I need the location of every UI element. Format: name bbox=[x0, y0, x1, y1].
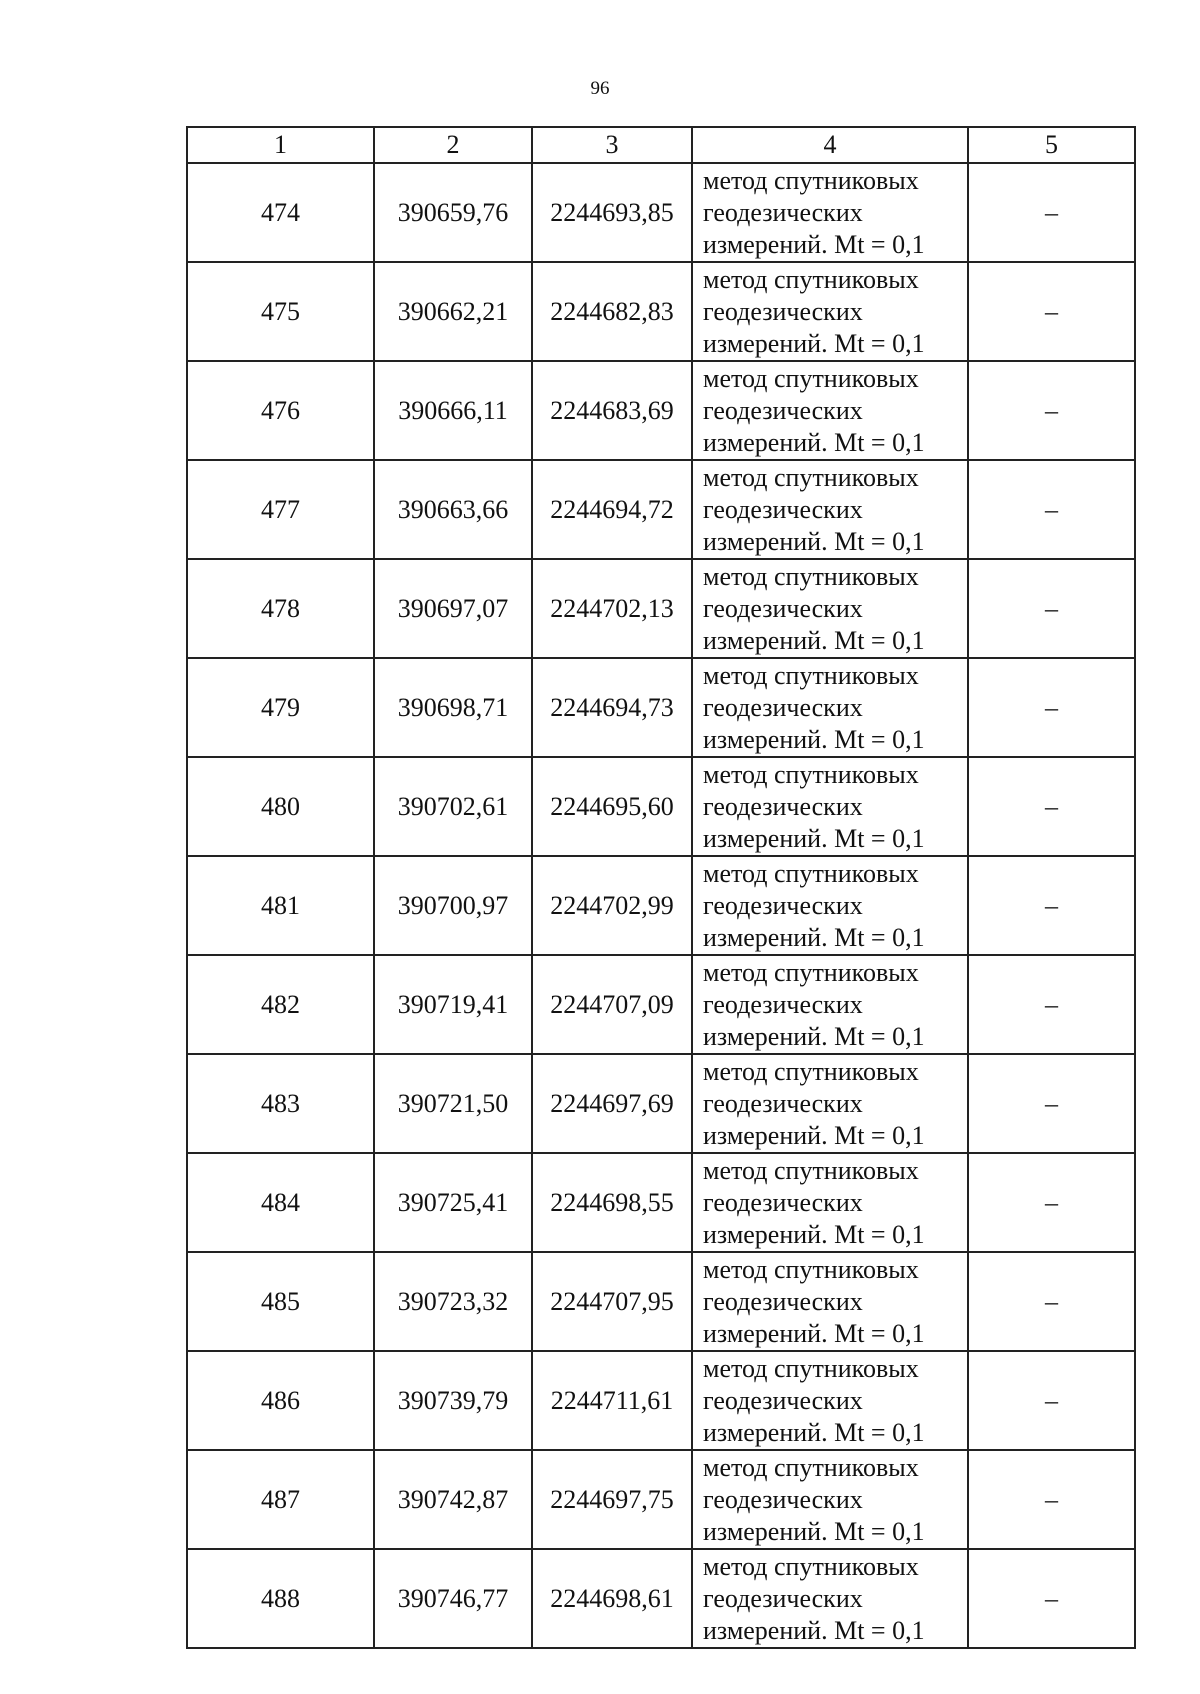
page-number: 96 bbox=[590, 78, 610, 99]
method-text-line: геодезических bbox=[703, 494, 863, 524]
method-text-line: геодезических bbox=[703, 1484, 863, 1514]
method-cell bbox=[692, 757, 968, 856]
y-coordinate-cell: 2244694,73 bbox=[532, 658, 692, 757]
header-row bbox=[187, 127, 1135, 163]
x-coordinate-cell: 390659,76 bbox=[374, 163, 532, 262]
table-row bbox=[187, 163, 1135, 262]
method-cell bbox=[692, 856, 968, 955]
method-text-line: метод спутниковых bbox=[703, 1551, 919, 1581]
table-header bbox=[187, 127, 1135, 163]
method-text-line: метод спутниковых bbox=[703, 264, 919, 294]
table-row bbox=[187, 1351, 1135, 1450]
method-text-line: геодезических bbox=[703, 791, 863, 821]
method-text-line: измерений. Mt = 0,1 bbox=[703, 724, 925, 754]
point-number-cell: 483 bbox=[187, 1054, 374, 1153]
method-text-line: геодезических bbox=[703, 296, 863, 326]
method-text-line: измерений. Mt = 0,1 bbox=[703, 1516, 925, 1546]
point-number-cell: 478 bbox=[187, 559, 374, 658]
table-body bbox=[187, 163, 1135, 1648]
method-text-line: геодезических bbox=[703, 989, 863, 1019]
point-number-cell: 476 bbox=[187, 361, 374, 460]
table-row bbox=[187, 658, 1135, 757]
point-number-cell: 479 bbox=[187, 658, 374, 757]
method-text-line: метод спутниковых bbox=[703, 858, 919, 888]
point-number-cell: 487 bbox=[187, 1450, 374, 1549]
note-cell: – bbox=[968, 559, 1135, 658]
note-cell: – bbox=[968, 757, 1135, 856]
table-row bbox=[187, 757, 1135, 856]
method-text-line: геодезических bbox=[703, 890, 863, 920]
method-text-line: измерений. Mt = 0,1 bbox=[703, 1021, 925, 1051]
point-number-cell: 484 bbox=[187, 1153, 374, 1252]
column-header-5: 5 bbox=[968, 127, 1135, 163]
method-cell bbox=[692, 1351, 968, 1450]
column-header-2: 2 bbox=[374, 127, 532, 163]
column-header-3: 3 bbox=[532, 127, 692, 163]
note-cell: – bbox=[968, 658, 1135, 757]
column-header-1: 1 bbox=[187, 127, 374, 163]
method-cell bbox=[692, 1054, 968, 1153]
table-row bbox=[187, 1549, 1135, 1648]
y-coordinate-cell: 2244697,75 bbox=[532, 1450, 692, 1549]
method-cell bbox=[692, 1450, 968, 1549]
y-coordinate-cell: 2244702,13 bbox=[532, 559, 692, 658]
note-cell: – bbox=[968, 163, 1135, 262]
table-row bbox=[187, 1450, 1135, 1549]
x-coordinate-cell: 390662,21 bbox=[374, 262, 532, 361]
x-coordinate-cell: 390719,41 bbox=[374, 955, 532, 1054]
note-cell: – bbox=[968, 856, 1135, 955]
method-text-line: измерений. Mt = 0,1 bbox=[703, 1318, 925, 1348]
method-cell bbox=[692, 1153, 968, 1252]
note-cell: – bbox=[968, 1054, 1135, 1153]
x-coordinate-cell: 390697,07 bbox=[374, 559, 532, 658]
point-number-cell: 474 bbox=[187, 163, 374, 262]
method-text-line: геодезических bbox=[703, 395, 863, 425]
method-text-line: метод спутниковых bbox=[703, 462, 919, 492]
y-coordinate-cell: 2244693,85 bbox=[532, 163, 692, 262]
table-row bbox=[187, 856, 1135, 955]
x-coordinate-cell: 390742,87 bbox=[374, 1450, 532, 1549]
table-row bbox=[187, 1252, 1135, 1351]
method-text-line: геодезических bbox=[703, 1088, 863, 1118]
method-cell bbox=[692, 658, 968, 757]
method-text-line: геодезических bbox=[703, 593, 863, 623]
point-number-cell: 475 bbox=[187, 262, 374, 361]
method-text-line: метод спутниковых bbox=[703, 561, 919, 591]
method-text-line: геодезических bbox=[703, 1187, 863, 1217]
method-text-line: измерений. Mt = 0,1 bbox=[703, 229, 925, 259]
x-coordinate-cell: 390746,77 bbox=[374, 1549, 532, 1648]
method-text-line: метод спутниковых bbox=[703, 1155, 919, 1185]
table-row bbox=[187, 460, 1135, 559]
point-number-cell: 482 bbox=[187, 955, 374, 1054]
y-coordinate-cell: 2244707,95 bbox=[532, 1252, 692, 1351]
note-cell: – bbox=[968, 1351, 1135, 1450]
method-text-line: измерений. Mt = 0,1 bbox=[703, 1615, 925, 1645]
method-cell bbox=[692, 1252, 968, 1351]
point-number-cell: 477 bbox=[187, 460, 374, 559]
note-cell: – bbox=[968, 460, 1135, 559]
coordinates-table bbox=[186, 126, 1136, 1649]
table-row bbox=[187, 361, 1135, 460]
method-text-line: измерений. Mt = 0,1 bbox=[703, 1417, 925, 1447]
x-coordinate-cell: 390700,97 bbox=[374, 856, 532, 955]
note-cell: – bbox=[968, 1153, 1135, 1252]
method-cell bbox=[692, 361, 968, 460]
method-text-line: измерений. Mt = 0,1 bbox=[703, 1219, 925, 1249]
table-row bbox=[187, 955, 1135, 1054]
method-text-line: метод спутниковых bbox=[703, 1056, 919, 1086]
x-coordinate-cell: 390666,11 bbox=[374, 361, 532, 460]
column-header-4: 4 bbox=[692, 127, 968, 163]
method-text-line: метод спутниковых bbox=[703, 1353, 919, 1383]
y-coordinate-cell: 2244683,69 bbox=[532, 361, 692, 460]
method-cell bbox=[692, 955, 968, 1054]
y-coordinate-cell: 2244682,83 bbox=[532, 262, 692, 361]
y-coordinate-cell: 2244698,55 bbox=[532, 1153, 692, 1252]
x-coordinate-cell: 390721,50 bbox=[374, 1054, 532, 1153]
method-cell bbox=[692, 163, 968, 262]
x-coordinate-cell: 390725,41 bbox=[374, 1153, 532, 1252]
table-row bbox=[187, 1054, 1135, 1153]
table-row bbox=[187, 559, 1135, 658]
method-text-line: измерений. Mt = 0,1 bbox=[703, 625, 925, 655]
method-text-line: измерений. Mt = 0,1 bbox=[703, 922, 925, 952]
note-cell: – bbox=[968, 1549, 1135, 1648]
table-row bbox=[187, 262, 1135, 361]
method-text-line: измерений. Mt = 0,1 bbox=[703, 823, 925, 853]
point-number-cell: 486 bbox=[187, 1351, 374, 1450]
method-text-line: измерений. Mt = 0,1 bbox=[703, 526, 925, 556]
point-number-cell: 485 bbox=[187, 1252, 374, 1351]
method-text-line: метод спутниковых bbox=[703, 165, 919, 195]
method-text-line: измерений. Mt = 0,1 bbox=[703, 427, 925, 457]
x-coordinate-cell: 390739,79 bbox=[374, 1351, 532, 1450]
method-text-line: геодезических bbox=[703, 1286, 863, 1316]
y-coordinate-cell: 2244695,60 bbox=[532, 757, 692, 856]
note-cell: – bbox=[968, 1450, 1135, 1549]
method-cell bbox=[692, 559, 968, 658]
x-coordinate-cell: 390663,66 bbox=[374, 460, 532, 559]
method-text-line: измерений. Mt = 0,1 bbox=[703, 328, 925, 358]
method-text-line: метод спутниковых bbox=[703, 957, 919, 987]
y-coordinate-cell: 2244707,09 bbox=[532, 955, 692, 1054]
method-text-line: геодезических bbox=[703, 1385, 863, 1415]
y-coordinate-cell: 2244702,99 bbox=[532, 856, 692, 955]
x-coordinate-cell: 390702,61 bbox=[374, 757, 532, 856]
x-coordinate-cell: 390723,32 bbox=[374, 1252, 532, 1351]
point-number-cell: 480 bbox=[187, 757, 374, 856]
y-coordinate-cell: 2244711,61 bbox=[532, 1351, 692, 1450]
y-coordinate-cell: 2244698,61 bbox=[532, 1549, 692, 1648]
method-text-line: метод спутниковых bbox=[703, 1452, 919, 1482]
method-text-line: метод спутниковых bbox=[703, 363, 919, 393]
method-cell bbox=[692, 1549, 968, 1648]
point-number-cell: 481 bbox=[187, 856, 374, 955]
note-cell: – bbox=[968, 1252, 1135, 1351]
y-coordinate-cell: 2244694,72 bbox=[532, 460, 692, 559]
method-text-line: метод спутниковых bbox=[703, 759, 919, 789]
method-cell bbox=[692, 460, 968, 559]
y-coordinate-cell: 2244697,69 bbox=[532, 1054, 692, 1153]
note-cell: – bbox=[968, 361, 1135, 460]
note-cell: – bbox=[968, 955, 1135, 1054]
method-text-line: измерений. Mt = 0,1 bbox=[703, 1120, 925, 1150]
method-text-line: геодезических bbox=[703, 197, 863, 227]
method-text-line: метод спутниковых bbox=[703, 1254, 919, 1284]
x-coordinate-cell: 390698,71 bbox=[374, 658, 532, 757]
method-text-line: метод спутниковых bbox=[703, 660, 919, 690]
method-text-line: геодезических bbox=[703, 692, 863, 722]
table-row bbox=[187, 1153, 1135, 1252]
point-number-cell: 488 bbox=[187, 1549, 374, 1648]
method-cell bbox=[692, 262, 968, 361]
method-text-line: геодезических bbox=[703, 1583, 863, 1613]
note-cell: – bbox=[968, 262, 1135, 361]
